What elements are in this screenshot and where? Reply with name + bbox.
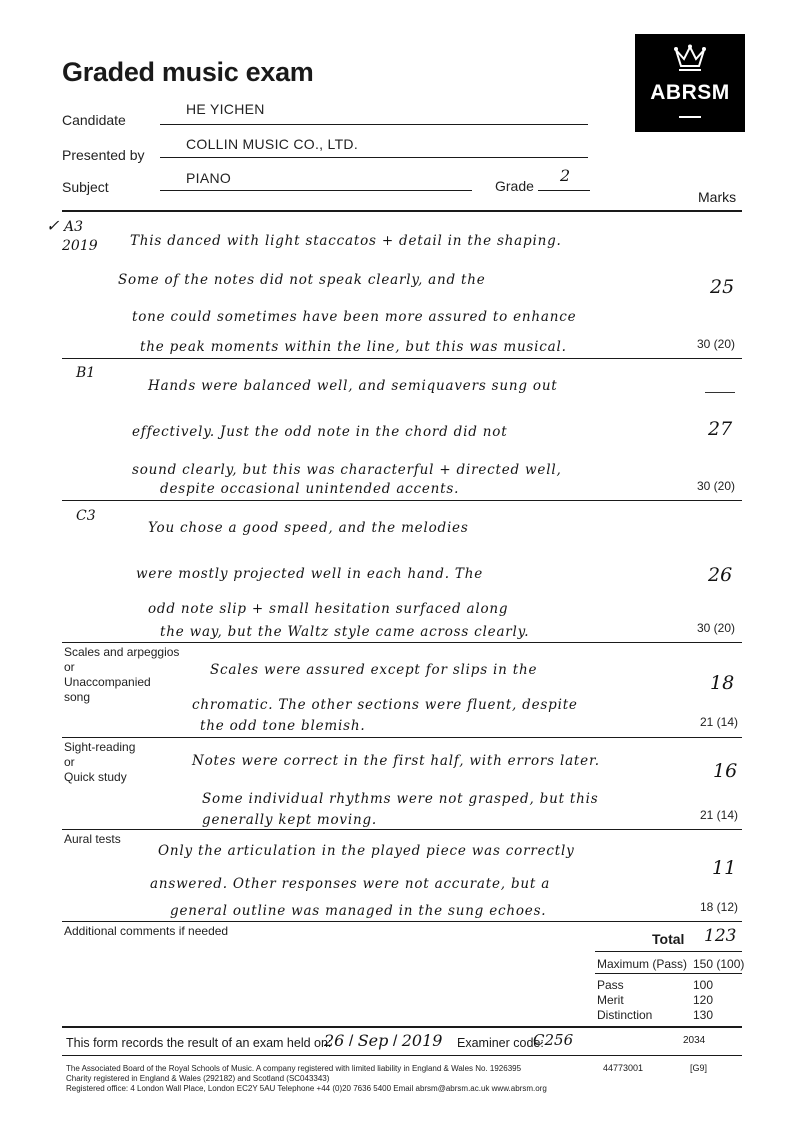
scales-mark: 18	[710, 672, 735, 694]
legal-line: The Associated Board of the Royal Schools of Music. A company registered with limited liability in England & Wales No. 1926395	[66, 1064, 522, 1073]
pass-value: 100	[693, 978, 714, 992]
piece-b-comment-line: Hands were balanced well, and semiquavers sung out	[148, 378, 558, 394]
logo-underline	[679, 116, 701, 118]
mark-dash	[705, 392, 735, 393]
presented-by-label: Presented by	[62, 147, 145, 163]
sight-mark: 16	[713, 760, 738, 782]
totals-divider	[595, 973, 742, 974]
subject-underline	[160, 190, 472, 191]
abrsm-logo	[635, 34, 745, 132]
scales-comment-line: the odd tone blemish.	[200, 718, 366, 734]
legal-line: Charity registered in England & Wales (292182) and Scotland (SC043343)	[66, 1074, 330, 1083]
candidate-underline	[160, 124, 588, 125]
piece-a-comment-line: the peak moments within the line, but this was musical.	[140, 339, 567, 355]
piece-c-comment-line: odd note slip + small hesitation surfaced along	[148, 601, 509, 617]
exam-date-year: 2019	[401, 1031, 443, 1050]
tick-mark-icon: ✓	[46, 216, 60, 235]
merit-label: Merit	[597, 993, 624, 1007]
exam-record-text: This form records the result of an exam held on:	[66, 1036, 332, 1050]
scales-label-line: or	[64, 660, 75, 674]
piece-c-code: C3	[76, 508, 96, 524]
section-divider	[62, 921, 742, 922]
aural-comment-line: Only the articulation in the played piece was correctly	[158, 843, 575, 859]
examiner-code-label: Examiner code:	[457, 1036, 544, 1050]
form-title: Graded music exam	[62, 57, 314, 87]
scales-comment-line: Scales were assured except for slips in the	[210, 662, 538, 678]
max-pass-label: Maximum (Pass)	[597, 957, 688, 971]
piece-b-comment-line: sound clearly, but this was characterful + directed well,	[132, 462, 562, 478]
reference-number: 44773001	[603, 1063, 644, 1073]
piece-c-comment-line: were mostly projected well in each hand. The	[136, 566, 484, 582]
piece-a-max: 30 (20)	[697, 337, 736, 351]
piece-c-comment-line: the way, but the Waltz style came across clearly.	[160, 624, 530, 640]
sight-max: 21 (14)	[700, 808, 739, 822]
date-separator: /	[392, 1033, 402, 1050]
marks-column-heading: Marks	[698, 189, 737, 205]
section-divider	[62, 829, 742, 830]
piece-b-max: 30 (20)	[697, 479, 736, 493]
piece-a-comment-line: Some of the notes did not speak clearly, and the	[118, 272, 486, 288]
aural-comment-line: answered. Other responses were not accurate, but a	[150, 876, 551, 892]
sight-comment-line: Notes were correct in the first half, with errors later.	[192, 753, 600, 769]
section-divider	[62, 358, 742, 359]
piece-b-comment-line: effectively. Just the odd note in the chord did not	[132, 424, 508, 440]
candidate-label: Candidate	[62, 112, 126, 128]
section-divider	[62, 642, 742, 643]
section-divider	[62, 737, 742, 738]
candidate-value: HE YICHEN	[186, 101, 265, 117]
totals-divider	[595, 951, 742, 952]
form-code-right: 2034	[683, 1035, 706, 1046]
reference-code: [G9]	[690, 1063, 708, 1073]
crown-icon	[672, 44, 708, 74]
aural-mark: 11	[712, 857, 737, 879]
piece-a-mark: 25	[710, 276, 735, 298]
scales-label-line: Scales and arpeggios	[64, 645, 180, 659]
sight-label-line: Quick study	[64, 770, 127, 784]
exam-date	[324, 1031, 442, 1051]
scales-label	[64, 645, 179, 705]
distinction-value: 130	[693, 1008, 714, 1022]
section-divider	[62, 210, 742, 212]
date-separator: /	[348, 1033, 358, 1050]
exam-date-month: Sep	[357, 1031, 389, 1050]
aural-comment-line: general outline was managed in the sung echoes.	[170, 903, 547, 919]
piece-a-year: 2019	[62, 238, 98, 254]
sight-label-line: Sight-reading	[64, 740, 136, 754]
legal-line: Registered office: 4 London Wall Place, London EC2Y 5AU Telephone +44 (0)20 7636 5400 Email abrsm@abrsm.ac.uk www.abrsm.org	[66, 1084, 547, 1093]
footer-divider	[62, 1055, 742, 1056]
aural-max: 18 (12)	[700, 900, 739, 914]
piece-a-comment-line: tone could sometimes have been more assured to enhance	[132, 309, 577, 325]
exam-date-day: 26	[324, 1031, 345, 1050]
sight-comment-line: Some individual rhythms were not grasped, but this	[202, 791, 599, 807]
piece-c-max: 30 (20)	[697, 621, 736, 635]
presented-underline	[160, 157, 588, 158]
scales-max: 21 (14)	[700, 715, 739, 729]
scales-comment-line: chromatic. The other sections were fluent, despite	[192, 697, 578, 713]
aural-label	[64, 832, 121, 847]
grade-value: 2	[560, 166, 571, 185]
piece-b-code: B1	[76, 365, 96, 381]
grade-label: Grade	[495, 178, 534, 194]
piece-b-mark: 27	[708, 418, 733, 440]
sight-comment-line: generally kept moving.	[202, 812, 377, 828]
presented-by-value: COLLIN MUSIC CO., LTD.	[186, 136, 359, 152]
distinction-label: Distinction	[597, 1008, 653, 1022]
grade-underline	[538, 190, 590, 191]
subject-label: Subject	[62, 179, 109, 195]
piece-a-code: A3	[64, 219, 84, 235]
scales-label-line: Unaccompanied	[64, 675, 151, 689]
total-label: Total	[652, 931, 685, 947]
sight-label-line: or	[64, 755, 75, 769]
piece-c-mark: 26	[708, 564, 733, 586]
legal-text	[66, 1064, 547, 1094]
total-value: 123	[704, 926, 737, 946]
piece-a-comment-line: This danced with light staccatos + detail in the shaping.	[130, 233, 562, 249]
aural-label-line: Aural tests	[64, 832, 121, 846]
subject-value: PIANO	[186, 170, 232, 186]
footer-divider	[62, 1026, 742, 1028]
scales-label-line: song	[64, 690, 91, 704]
merit-value: 120	[693, 993, 714, 1007]
examiner-code-value: C256	[533, 1031, 574, 1049]
sight-reading-label	[64, 740, 135, 785]
additional-comments-label: Additional comments if needed	[64, 924, 229, 938]
pass-label: Pass	[597, 978, 624, 992]
piece-b-comment-line: despite occasional unintended accents.	[160, 481, 460, 497]
logo-text: ABRSM	[650, 81, 730, 104]
max-pass-value: 150 (100)	[693, 957, 745, 971]
section-divider	[62, 500, 742, 501]
piece-c-comment-line: You chose a good speed, and the melodies	[148, 520, 469, 536]
